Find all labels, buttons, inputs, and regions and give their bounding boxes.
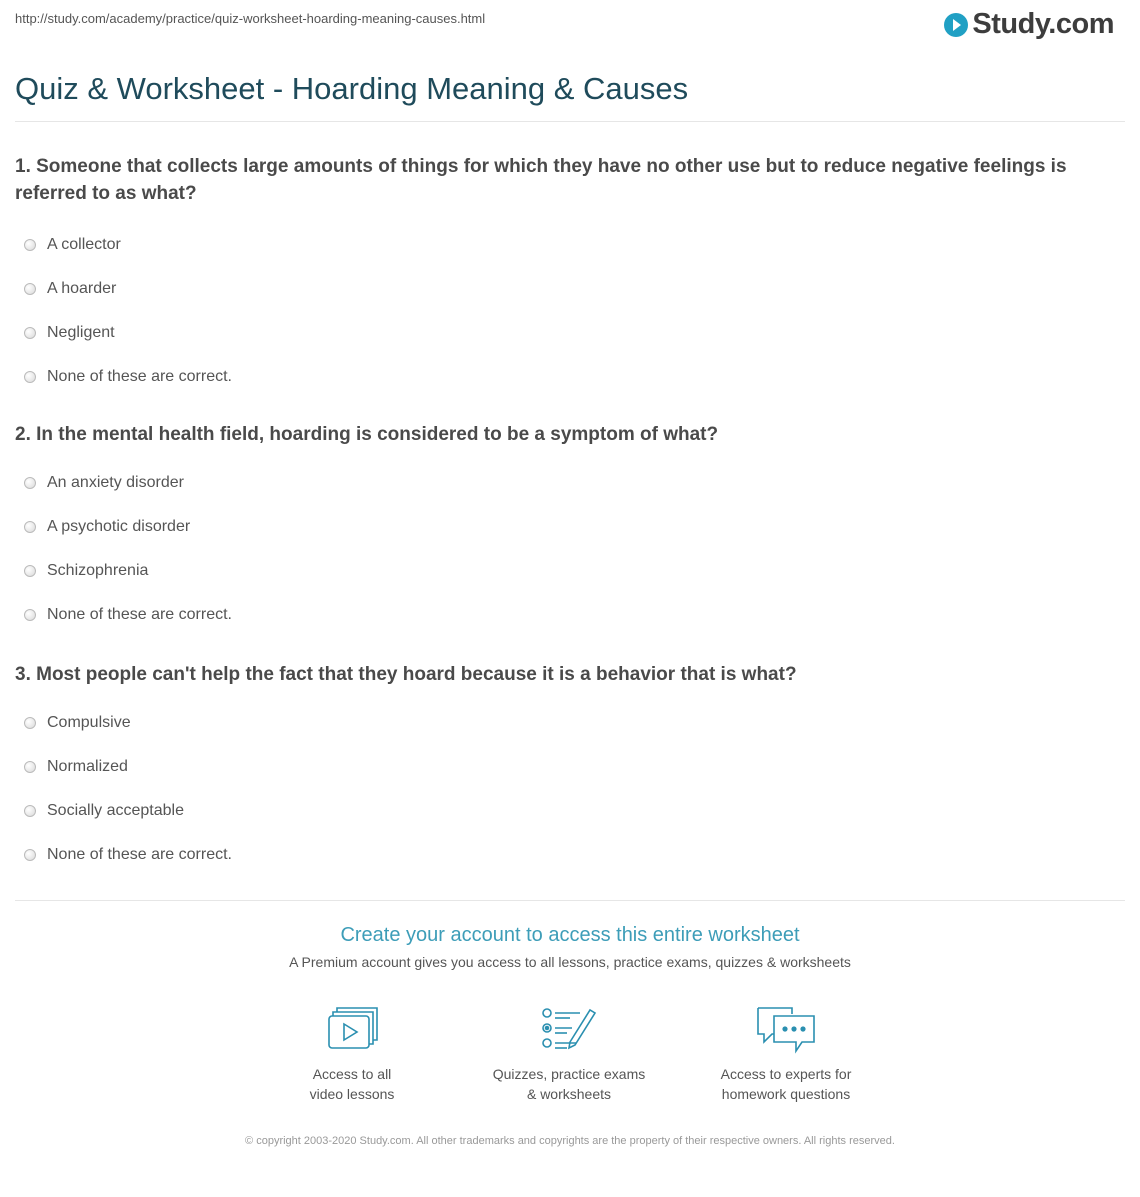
option-label: None of these are correct.	[47, 846, 232, 863]
answer-option[interactable]	[15, 789, 1095, 833]
option-label: Negligent	[47, 324, 115, 341]
question-text: 3. Most people can't help the fact that they hoard because it is a behavior that is what?	[15, 664, 797, 685]
radio-button[interactable]	[24, 239, 36, 251]
answer-option[interactable]	[15, 833, 1095, 877]
radio-button[interactable]	[24, 717, 36, 729]
answer-options	[15, 701, 1095, 877]
answer-option[interactable]	[15, 311, 1095, 355]
page-title: Quiz & Worksheet - Hoarding Meaning & Causes	[15, 71, 689, 106]
radio-button[interactable]	[24, 477, 36, 489]
option-label: A hoarder	[47, 280, 117, 297]
answer-option[interactable]	[15, 701, 1095, 745]
divider	[15, 900, 1125, 901]
answer-option[interactable]	[15, 461, 1095, 505]
radio-button[interactable]	[24, 609, 36, 621]
feature-label: Access to experts for homework questions	[720, 1066, 852, 1102]
video-lessons-icon	[324, 1004, 380, 1056]
copyright-footer: © copyright 2003-2020 Study.com. All other trademarks and copyrights are the property of their respective owners. All rights reserved.	[245, 1135, 895, 1147]
study-logo[interactable]	[944, 8, 1114, 41]
question-text: 2. In the mental health field, hoarding is considered to be a symptom of what?	[15, 424, 719, 445]
play-logo-icon	[944, 13, 968, 37]
option-label: Compulsive	[47, 714, 131, 731]
answer-option[interactable]	[15, 505, 1095, 549]
premium-features	[0, 1004, 1140, 1114]
answer-option[interactable]	[15, 745, 1095, 789]
feature-experts	[696, 1004, 876, 1104]
answer-option[interactable]	[15, 267, 1095, 311]
feature-video-lessons	[262, 1004, 442, 1104]
answer-option[interactable]	[15, 355, 1095, 399]
feature-quizzes	[479, 1004, 659, 1104]
radio-button[interactable]	[24, 283, 36, 295]
answer-options	[15, 461, 1095, 637]
answer-option[interactable]	[15, 593, 1095, 637]
logo-text: Study.com	[972, 8, 1114, 40]
option-label: None of these are correct.	[47, 606, 232, 623]
quiz-checklist-icon	[540, 1004, 598, 1056]
option-label: Normalized	[47, 758, 128, 775]
question-1	[15, 153, 1095, 399]
cta-subtitle: A Premium account gives you access to all lessons, practice exams, quizzes & worksheets	[289, 954, 851, 970]
option-label: Socially acceptable	[47, 802, 184, 819]
answer-options	[15, 223, 1095, 399]
question-3	[15, 661, 1095, 877]
option-label: An anxiety disorder	[47, 474, 184, 491]
option-label: Schizophrenia	[47, 562, 149, 579]
radio-button[interactable]	[24, 565, 36, 577]
radio-button[interactable]	[24, 327, 36, 339]
page-url: http://study.com/academy/practice/quiz-worksheet-hoarding-meaning-causes.html	[15, 11, 486, 26]
option-label: A collector	[47, 236, 121, 253]
question-text: 1. Someone that collects large amounts of things for which they have no other use but to reduce negative feelings is referred to as what?	[15, 156, 1067, 204]
cta-title[interactable]: Create your account to access this entire worksheet	[340, 924, 800, 946]
answer-option[interactable]	[15, 549, 1095, 593]
top-bar	[0, 0, 1140, 46]
divider	[15, 121, 1125, 122]
chat-bubbles-icon	[754, 1004, 818, 1056]
option-label: A psychotic disorder	[47, 518, 191, 535]
option-label: None of these are correct.	[47, 368, 232, 385]
radio-button[interactable]	[24, 521, 36, 533]
radio-button[interactable]	[24, 849, 36, 861]
radio-button[interactable]	[24, 805, 36, 817]
feature-label: Access to all video lessons	[309, 1066, 395, 1102]
radio-button[interactable]	[24, 371, 36, 383]
radio-button[interactable]	[24, 761, 36, 773]
feature-label: Quizzes, practice exams & worksheets	[492, 1066, 646, 1102]
answer-option[interactable]	[15, 223, 1095, 267]
question-2	[15, 421, 1095, 637]
